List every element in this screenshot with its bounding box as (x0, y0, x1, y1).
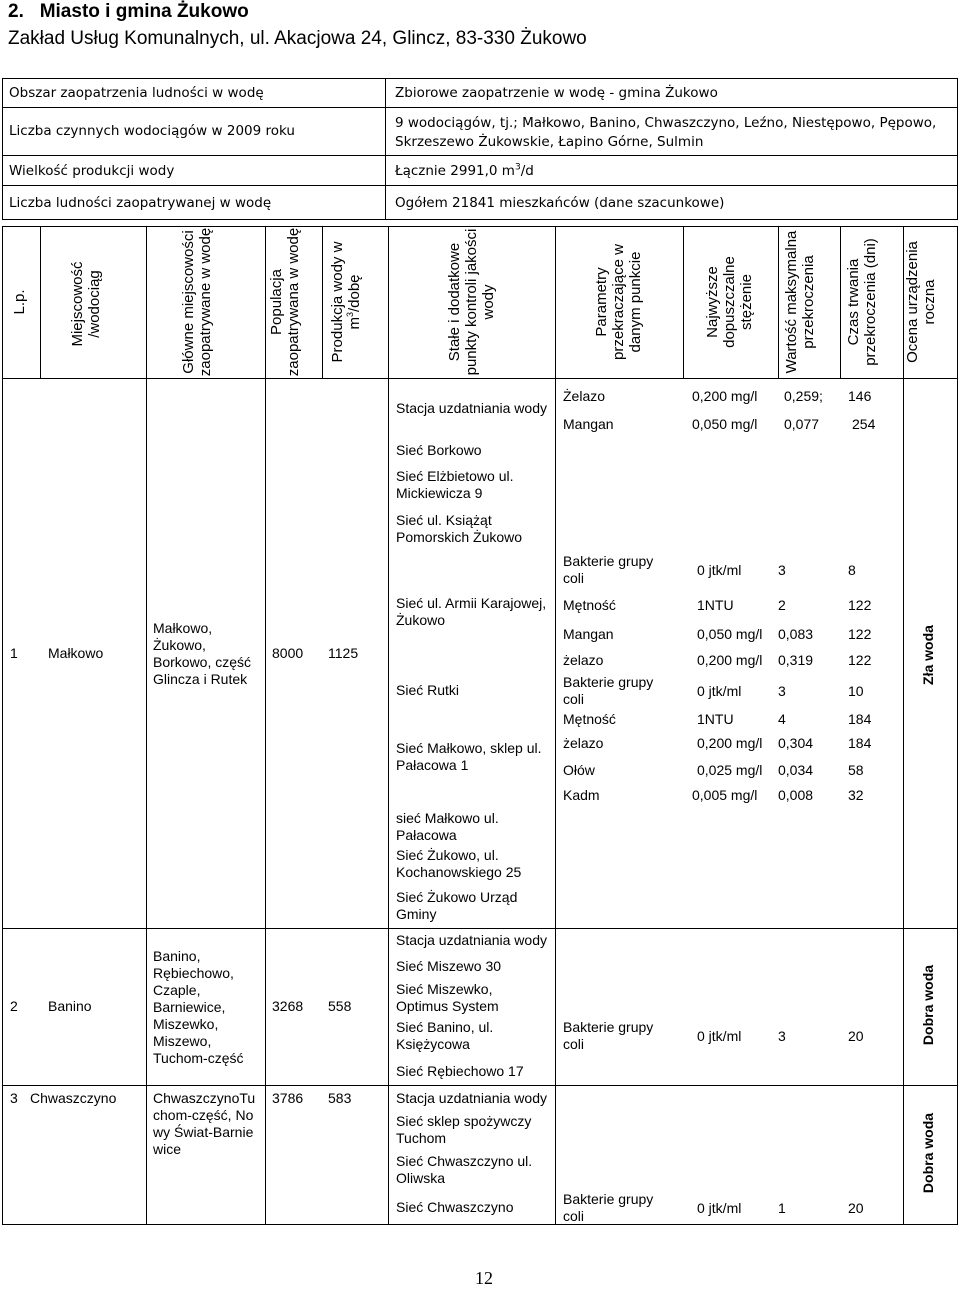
control-point: Sieć Elżbietowo ul. Mickiewicza 9 (396, 468, 514, 501)
param-max: 0,319 (778, 652, 814, 668)
row-production: 583 (328, 1090, 352, 1106)
param-days: 254 (852, 416, 876, 432)
control-point: Sieć Rębiechowo 17 (396, 1063, 524, 1079)
heading-number: 2. (8, 1, 24, 22)
control-point: Stacja uzdatniania wody (396, 1090, 547, 1106)
summary-label: Obszar zaopatrzenia ludności w wodę (9, 85, 264, 101)
rating-badge: Zła woda (920, 625, 936, 685)
param-max: 0,083 (778, 626, 814, 642)
param-name: Bakterie grupy coli (563, 553, 654, 586)
header-ocena: Ocena urządzenia roczna (904, 241, 938, 363)
param-name: żelazo (563, 652, 604, 668)
param-limit: 0 jtk/ml (697, 562, 742, 578)
summary-label: Liczba czynnych wodociągów w 2009 roku (9, 123, 295, 139)
param-name: Bakterie grupy coli (563, 1019, 654, 1052)
heading-title: Miasto i gmina Żukowo (39, 1, 249, 22)
header-wartosc: Wartość maksymalna przekroczenia (783, 230, 817, 374)
summary-value: Zbiorowe zaopatrzenie w wodę - gmina Żukowo (395, 85, 718, 101)
param-max: 3 (778, 1028, 786, 1044)
param-limit: 0,050 mg/l (697, 626, 763, 642)
control-point: Sieć ul. Książąt Pomorskich Żukowo (396, 512, 523, 545)
subheading: Zakład Usług Komunalnych, ul. Akacjowa 24, Glincz, 83-330 Żukowo (8, 28, 587, 49)
header-produkcja: Produkcja wody w $m^3$/dobę (329, 241, 363, 363)
control-point: Sieć Żukowo, ul. Kochanowskiego 25 (396, 847, 522, 880)
control-point: Sieć Banino, ul. Księżycowa (396, 1019, 494, 1052)
param-name: Ołów (563, 762, 595, 778)
row-lp: 1 (10, 645, 18, 661)
rating-badge: Dobra woda (920, 964, 936, 1046)
param-days: 122 (848, 597, 872, 613)
param-max: 1 (778, 1200, 786, 1216)
param-max: 3 (778, 683, 786, 699)
param-limit: 0 jtk/ml (697, 1200, 742, 1216)
param-max: 4 (778, 711, 786, 727)
header-miejscowosc: Miejscowość /wodociąg (69, 261, 103, 347)
param-max: 0,034 (778, 762, 814, 778)
param-days: 58 (848, 762, 864, 778)
row-population: 8000 (272, 645, 304, 661)
param-days: 20 (848, 1200, 864, 1216)
param-days: 146 (848, 388, 872, 404)
control-point: Sieć Chwaszczyno (396, 1199, 514, 1215)
control-point: Sieć Rutki (396, 682, 460, 698)
param-limit: 0,025 mg/l (697, 762, 763, 778)
param-days: 32 (848, 787, 864, 803)
param-limit: 0,200 mg/l (697, 735, 763, 751)
param-days: 184 (848, 735, 872, 751)
summary-label: Liczba ludności zaopatrywanej w wodę (9, 195, 272, 211)
row-towns: Banino, Rębiechowo, Czaple, Barniewice, Miszewko, Miszewo, Tuchom-część (153, 948, 244, 1066)
header-populacja: Populacja zaopatrywana w wodę (268, 227, 302, 377)
param-max: 0,008 (778, 787, 814, 803)
param-days: 184 (848, 711, 872, 727)
row-production: 1125 (328, 645, 359, 661)
summary-value: 9 wodociągów, tj.; Małkowo, Banino, Chwaszczyno, Leźno, Niestępowo, Pępowo, (395, 115, 937, 131)
summary-value: Łącznie 2991,0 $m^3/d$ (395, 162, 534, 179)
param-days: 10 (848, 683, 864, 699)
row-lp: 2 (10, 998, 18, 1014)
param-limit: 0 jtk/ml (697, 1028, 742, 1044)
row-name: Banino (48, 998, 92, 1014)
summary-label: Wielkość produkcji wody (9, 163, 175, 179)
summary-value: Ogółem 21841 mieszkańców (dane szacunkowe) (395, 195, 725, 211)
header-lp: L.p. (11, 289, 28, 315)
page-number: 12 (475, 1268, 493, 1288)
param-limit: 1NTU (697, 711, 734, 727)
param-name: Mangan (563, 626, 614, 642)
param-limit: 0 jtk/ml (697, 683, 742, 699)
header-czas: Czas trwania przekroczenia (dni) (845, 238, 879, 366)
control-point: sieć Małkowo ul. Pałacowa (396, 810, 499, 843)
row-towns: ChwaszczynoTu chom-część, Nowy Świat-Barniewice (153, 1090, 256, 1157)
param-name: Mętność (563, 597, 616, 613)
row-towns: Małkowo, Żukowo, Borkowo, część Glincza i Rutek (153, 620, 252, 687)
param-name: Bakterie grupy coli (563, 1191, 654, 1224)
param-name: Bakterie grupy coli (563, 674, 654, 707)
param-days: 8 (848, 562, 856, 578)
control-point: Sieć Żukowo Urząd Gminy (396, 889, 518, 922)
row-production: 558 (328, 998, 352, 1014)
param-days: 20 (848, 1028, 864, 1044)
control-point: Stacja uzdatniania wody (396, 400, 547, 416)
header-glowne: Główne miejscowości zaopatrywane w wodę (180, 227, 214, 377)
param-limit: 0,050 mg/l (692, 416, 758, 432)
param-max: 0,077 (784, 416, 820, 432)
summary-value: Skrzeszewo Żukowskie, Łapino Górne, Sulmin (395, 134, 704, 150)
header-najwyzsze: Najwyższe dopuszczalne stężenie (704, 256, 755, 348)
param-name: Mętność (563, 711, 616, 727)
param-max: 0,259; (784, 388, 823, 404)
param-limit: 0,005 mg/l (692, 787, 758, 803)
control-point: Sieć ul. Armii Karajowej, Żukowo (396, 595, 547, 628)
header-parametry: Parametry przekraczające w danym punkcie (593, 244, 644, 360)
param-max: 0,304 (778, 735, 814, 751)
param-name: Kadm (563, 787, 600, 803)
control-point: Sieć sklep spożywczy Tuchom (396, 1113, 532, 1146)
control-point: Stacja uzdatniania wody (396, 932, 547, 948)
param-days: 122 (848, 626, 872, 642)
param-max: 3 (778, 562, 786, 578)
row-lp: 3 (10, 1090, 18, 1106)
row-name: Chwaszczyno (30, 1090, 117, 1106)
heading (8, 3, 249, 20)
row-population: 3268 (272, 998, 304, 1014)
param-max: 2 (778, 597, 786, 613)
control-point: Sieć Małkowo, sklep ul. Pałacowa 1 (396, 740, 542, 773)
param-name: żelazo (563, 735, 604, 751)
param-name: Mangan (563, 416, 614, 432)
rating-badge: Dobra woda (920, 1112, 936, 1194)
control-point: Sieć Borkowo (396, 442, 482, 458)
param-days: 122 (848, 652, 872, 668)
control-point: Sieć Miszewo 30 (396, 958, 502, 974)
header-punkty: Stałe i dodatkowe punkty kontroli jakości wody (446, 228, 497, 376)
param-name: Żelazo (563, 388, 606, 404)
param-limit: 1NTU (697, 597, 734, 613)
param-limit: 0,200 mg/l (692, 388, 758, 404)
row-population: 3786 (272, 1090, 304, 1106)
row-name: Małkowo (48, 645, 104, 661)
control-point: Sieć Miszewko, Optimus System (396, 981, 499, 1014)
control-point: Sieć Chwaszczyno ul. Oliwska (396, 1153, 533, 1186)
param-limit: 0,200 mg/l (697, 652, 763, 668)
